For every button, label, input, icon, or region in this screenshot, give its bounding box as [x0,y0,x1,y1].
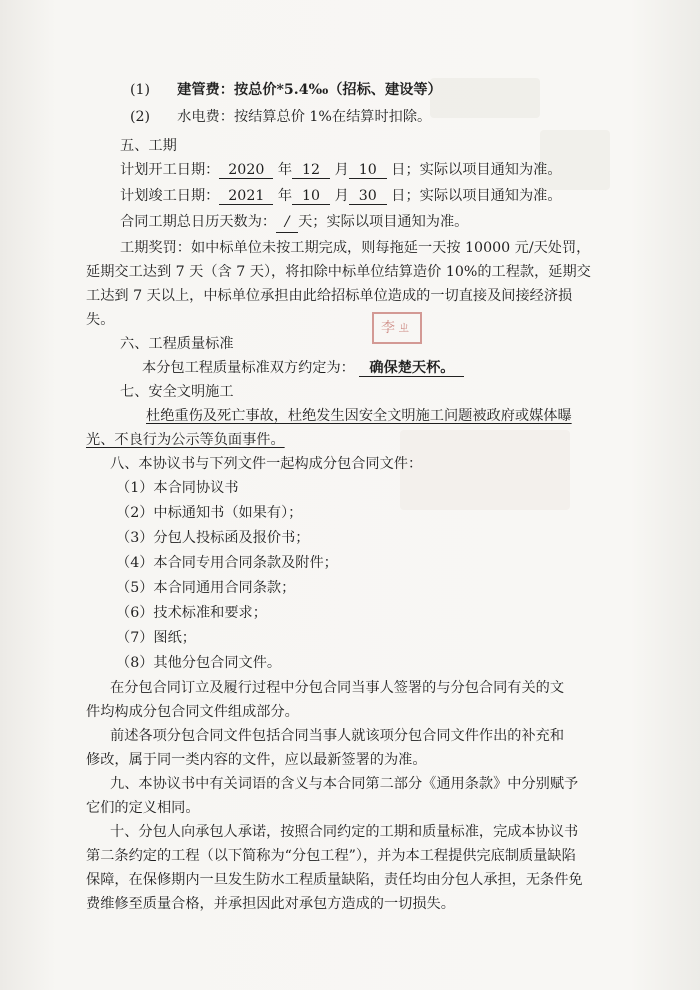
commitment-line: 费维修至质量合格，并承担因此对承包方造成的一切损失。 [86,896,455,912]
documents-paragraph-line: 前述各项分包合同文件包括合同当事人就该项分包合同文件作出的补充和 [110,728,565,744]
commitment-line: 十、分包人向承包人承诺，按照合同约定的工期和质量标准，完成本协议书 [110,824,579,840]
quality-standard [142,358,464,378]
total-days-value: / [276,212,298,233]
month-char: 月 [334,188,349,204]
section-heading-safety: 七、安全文明施工 [120,384,234,400]
actual-note: ；实际以项目通知为准。 [405,188,562,204]
actual-note: ；实际以项目通知为准。 [405,162,562,178]
quality-standard-value: 确保楚天杯。 [359,360,464,377]
planned-start-date [120,160,562,180]
commitment-line: 保障，在保修期内一旦发生防水工程质量缺陷，责任均由分包人承担，无条件免 [86,872,583,888]
fee-item-2 [130,107,431,127]
document-list-item: （4）本合同专用合同条款及附件； [116,555,338,571]
penalty-line: 工达到 7 天以上，中标单位承担由此给招标单位造成的一切直接及间接经济损 [86,288,573,304]
document-list-item: （5）本合同通用合同条款； [116,580,296,596]
red-seal-stamp-fragment: 李ㄓ [372,312,422,344]
commitment-line: 第二条约定的工程（以下简称为“分包工程”），并为本工程提供完底制质量缺陷 [86,848,576,864]
fee-item-text: 按总价*5.4‰（招标、建设等） [233,82,442,98]
fee-item-text: 按结算总价 1%在结算时扣除。 [233,109,432,125]
documents-paragraph-line: 在分包合同订立及履行过程中分包合同当事人签署的与分包合同有关的文 [110,680,565,696]
planned-end-date [120,186,562,206]
fee-item-label: 水电费： [177,109,234,125]
total-days-note: 天；实际以项目通知为准。 [298,214,469,230]
year-char: 年 [277,162,293,178]
document-list-item: （8）其他分包合同文件。 [116,655,282,671]
total-calendar-days [120,212,468,233]
bleed-through-mark [400,430,570,510]
month-char: 月 [334,162,349,178]
safety-text-line: 光、不良行为公示等负面事件。 [86,432,285,448]
section-heading-quality: 六、工程质量标准 [120,336,234,352]
safety-text-line: 杜绝重伤及死亡事故，杜绝发生因安全文明施工问题被政府或媒体曝 [146,408,572,424]
end-date-label: 计划竣工日期： [120,188,220,204]
document-list-item: （6）技术标准和要求； [116,605,267,621]
documents-paragraph-line: 件均构成分包合同文件组成部分。 [86,704,299,720]
definitions-line: 九、本协议书中有关词语的含义与本合同第二部分《通用条款》中分别赋予 [110,776,579,792]
year-char: 年 [277,188,293,204]
start-date-label: 计划开工日期： [120,162,220,178]
start-month: 12 [292,162,330,179]
total-days-label: 合同工期总日历天数为： [120,214,277,230]
fee-item-1 [130,80,442,100]
penalty-line: 失。 [86,312,115,328]
documents-paragraph-line: 修改，属于同一类内容的文件，应以最新签署的为准。 [86,752,427,768]
end-month: 10 [292,188,330,205]
start-year: 2020 [219,162,273,179]
start-day: 10 [349,162,387,179]
section-heading-documents: 八、本协议书与下列文件一起构成分包合同文件： [110,456,423,472]
end-year: 2021 [219,188,273,205]
document-list-item: （1）本合同协议书 [116,480,239,496]
definitions-line: 它们的定义相同。 [86,800,200,816]
fee-item-label: 建管费： [177,82,234,98]
penalty-line: 工期奖罚：如中标单位未按工期完成，则每拖延一天按 10000 元/天处罚， [120,240,591,256]
bleed-through-mark [430,78,540,118]
fee-item-num: (1) [130,82,151,98]
penalty-line: 延期交工达到 7 天（含 7 天），将扣除中标单位结算造价 10%的工程款，延期交 [86,264,591,280]
day-char: 日 [391,188,406,204]
section-heading-schedule: 五、工期 [120,138,177,154]
document-list-item: （3）分包人投标函及报价书； [116,530,310,546]
document-list-item: （2）中标通知书（如果有）； [116,505,303,521]
day-char: 日 [391,162,406,178]
quality-standard-label: 本分包工程质量标准双方约定为： [142,360,355,376]
document-list-item: （7）图纸； [116,630,196,646]
fee-item-num: (2) [130,109,151,125]
end-day: 30 [349,188,387,205]
